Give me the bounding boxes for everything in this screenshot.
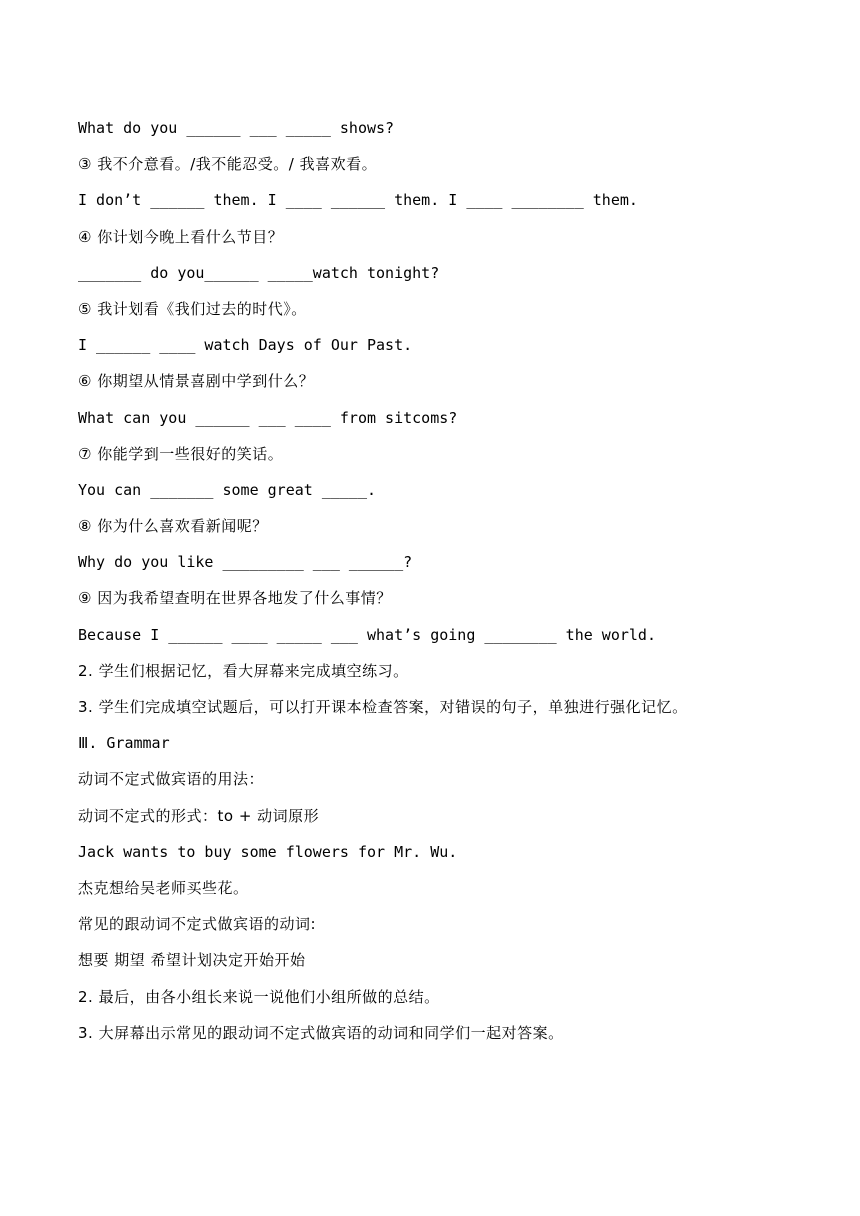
exercise-line-en: _______ do you______ _____watch tonight? <box>78 263 440 282</box>
exercise-line-en: Because I ______ ____ _____ ___ what’s going ________ the world. <box>78 625 656 644</box>
exercise-line-cn: ⑥ 你期望从情景喜剧中学到什么？ <box>78 372 315 391</box>
document-body <box>78 110 778 1051</box>
grammar-note: 动词不定式做宾语的用法： <box>78 770 265 789</box>
exercise-line-en: Why do you like _________ ___ ______? <box>78 553 413 572</box>
exercise-line-en: What do you ______ ___ _____ shows? <box>78 119 395 137</box>
exercise-line-en: I ______ ____ watch Days of Our Past. <box>78 336 413 355</box>
exercise-line-en: What can you ______ ___ ____ from sitcoms? <box>78 408 458 427</box>
instruction-step: 2. 学生们根据记忆，看大屏幕来完成填空练习。 <box>78 661 409 680</box>
exercise-line-en: You can _______ some great _____. <box>78 480 377 499</box>
instruction-step: 2. 最后，由各小组长来说一说他们小组所做的总结。 <box>78 987 440 1006</box>
exercise-line-cn: ④ 你计划今晚上看什么节目？ <box>78 227 284 246</box>
exercise-line-cn: ⑨ 因为我希望查明在世界各地发了什么事情？ <box>78 589 392 608</box>
verb-list: 想要 期望 希望计划决定开始开始 <box>78 951 306 970</box>
grammar-note: 常见的跟动词不定式做宾语的动词: <box>78 915 317 934</box>
grammar-note: 动词不定式的形式：to + 动词原形 <box>78 806 320 825</box>
exercise-line-cn: ⑤ 我计划看《我们过去的时代》。 <box>78 299 307 318</box>
example-sentence-cn: 杰克想给吴老师买些花。 <box>78 878 249 897</box>
section-heading-grammar: Ⅲ. Grammar <box>78 734 170 753</box>
instruction-step: 3. 学生们完成填空试题后，可以打开课本检查答案，对错误的句子，单独进行强化记忆。 <box>78 698 688 716</box>
exercise-line-cn: ⑦ 你能学到一些很好的笑话。 <box>78 444 284 463</box>
exercise-line-cn: ⑧ 你为什么喜欢看新闻呢？ <box>78 517 268 536</box>
example-sentence-en: Jack wants to buy some flowers for Mr. Wu. <box>78 842 458 861</box>
instruction-step: 3. 大屏幕出示常见的跟动词不定式做宾语的动词和同学们一起对答案。 <box>78 1023 564 1042</box>
exercise-line-en: I don’t ______ them. I ____ ______ them. I ____ ________ them. <box>78 191 638 210</box>
exercise-line-cn: ③ 我不介意看。/我不能忍受。/ 我喜欢看。 <box>78 155 378 174</box>
